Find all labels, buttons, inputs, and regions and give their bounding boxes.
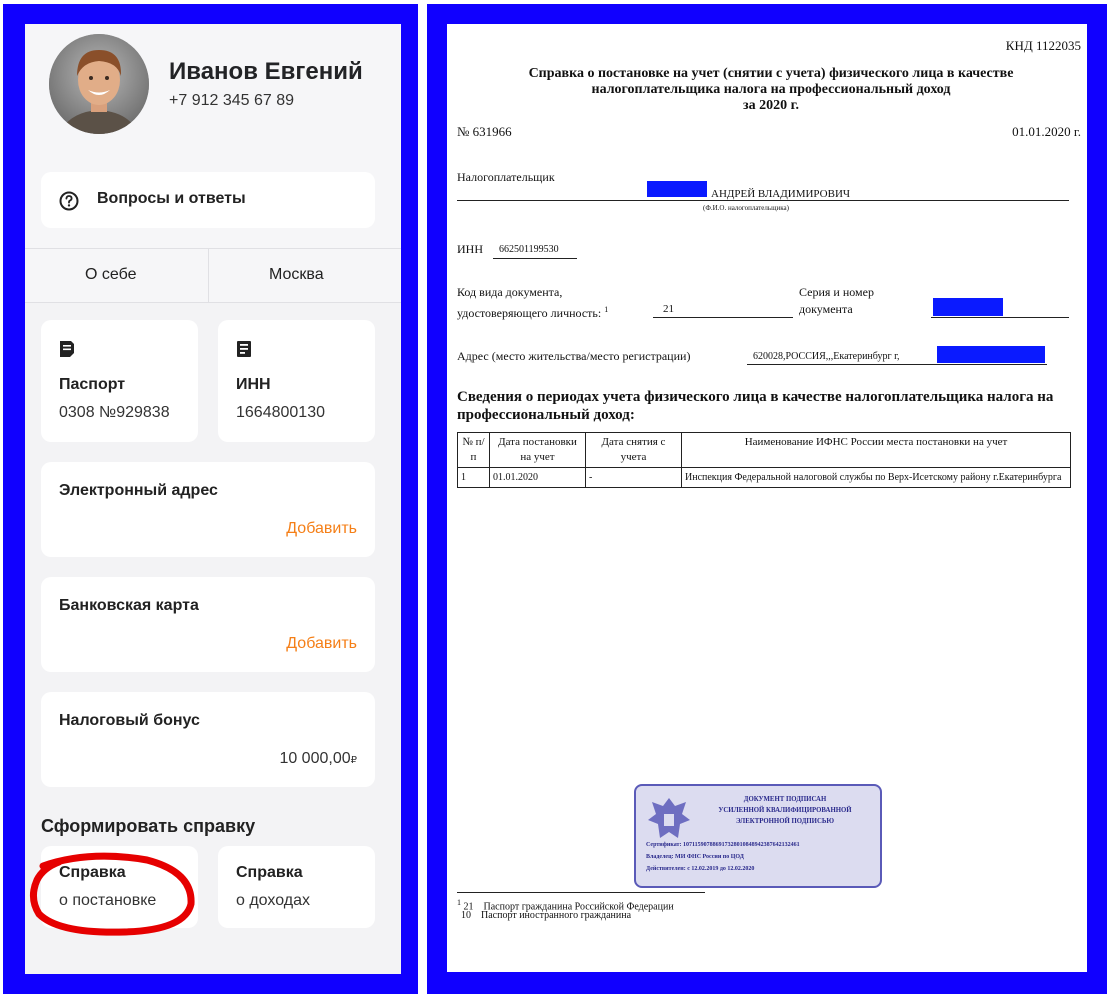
passport-card[interactable] xyxy=(41,320,198,442)
document-title xyxy=(471,66,1071,114)
footnote-text: Паспорт гражданина Российской Федерации xyxy=(483,901,674,913)
cert-subtitle: о доходах xyxy=(236,892,310,909)
tax-bonus-title: Налоговый бонус xyxy=(59,712,200,729)
about-button[interactable]: О себе xyxy=(85,266,137,283)
tax-certificate-document xyxy=(447,24,1087,972)
stamp-validity: Действителен: с 12.02.2019 до 12.02.2020 xyxy=(646,866,755,872)
tax-bonus-card[interactable] xyxy=(41,692,375,787)
email-title: Электронный адрес xyxy=(59,482,218,499)
question-icon xyxy=(59,191,79,211)
underline xyxy=(493,258,577,259)
document-date: 01.01.2020 г. xyxy=(1012,124,1081,139)
inn-card[interactable] xyxy=(218,320,375,442)
cert-subtitle: о постановке xyxy=(59,892,157,909)
eagle-emblem-icon xyxy=(642,792,696,846)
series-label-line2: документа xyxy=(799,302,853,316)
taxpayer-name: АНДРЕЙ ВЛАДИМИРОВИЧ xyxy=(711,188,851,200)
series-label-line1: Серия и номер xyxy=(799,285,874,299)
doc-kind-label-text: удостоверяющего личность: xyxy=(457,306,602,320)
header-number: № п/п xyxy=(458,433,490,468)
underline xyxy=(457,200,1069,201)
header-inspection-name: Наименование ИФНС России места постановки на учет xyxy=(682,433,1071,468)
passport-icon xyxy=(59,340,75,358)
inn-title: ИНН xyxy=(236,376,271,393)
redaction-surname xyxy=(647,181,707,197)
footnote-mark: 1 xyxy=(604,305,609,314)
doc-kind-label-line1: Код вида документа, xyxy=(457,285,563,299)
taxpayer-label: Налогоплательщик xyxy=(457,170,555,184)
table-header-row xyxy=(458,433,1071,468)
city-button[interactable]: Москва xyxy=(269,266,324,283)
underline xyxy=(747,364,1047,365)
inn-icon xyxy=(236,340,252,358)
inn-label: ИНН xyxy=(457,242,483,256)
passport-value: 0308 №929838 xyxy=(59,404,170,421)
cert-title: Справка xyxy=(236,864,303,881)
footnote-code: 10 xyxy=(461,910,471,921)
doc-kind-label-line2 xyxy=(457,301,608,322)
add-email-button[interactable]: Добавить xyxy=(286,520,357,537)
email-card xyxy=(41,462,375,557)
footnote-code: 21 xyxy=(463,901,474,913)
stamp-title xyxy=(700,794,870,827)
address-value: 620028,РОССИЯ,,,Екатеринбург г, xyxy=(753,351,900,362)
stamp-line-1: ДОКУМЕНТ ПОДПИСАН xyxy=(743,796,827,803)
bank-card-card xyxy=(41,577,375,672)
avatar-photo xyxy=(49,34,149,134)
cell-deregistration-date: - xyxy=(586,468,682,488)
doc-kind-label xyxy=(457,284,608,322)
bank-card-title: Банковская карта xyxy=(59,597,199,614)
title-year: за 2020 г. xyxy=(743,98,799,113)
cell-number: 1 xyxy=(458,468,490,488)
series-label xyxy=(799,284,874,318)
electronic-signature-stamp xyxy=(634,784,882,888)
stamp-owner: Владелец: МИ ФНС России по ЦОД xyxy=(646,854,744,860)
stamp-certificate: Сертификат: 107115907886917328010848942387642132461 xyxy=(646,842,800,848)
fio-caption: (Ф.И.О. налогоплательщика) xyxy=(703,204,789,212)
cert-title: Справка xyxy=(59,864,126,881)
divider xyxy=(208,249,209,302)
inn-value: 1664800130 xyxy=(236,404,325,421)
user-name: Иванов Евгений xyxy=(169,58,363,85)
doc-kind-value: 21 xyxy=(663,303,674,315)
footnote-2 xyxy=(461,910,631,921)
stamp-line-3: ЭЛЕКТРОННОЙ ПОДПИСЬЮ xyxy=(735,818,835,825)
table-row xyxy=(458,468,1071,488)
header-deregistration-date: Дата снятия с учета xyxy=(586,433,682,468)
registration-certificate-button[interactable] xyxy=(41,846,198,928)
address-label: Адрес (место жительства/место регистрации) xyxy=(457,349,691,363)
avatar[interactable] xyxy=(49,34,149,134)
profile-info-row xyxy=(25,248,401,303)
tax-bonus-value: 10 000,00 xyxy=(279,750,351,767)
currency-sign: ₽ xyxy=(350,755,357,766)
underline xyxy=(931,317,1069,318)
document-number: № 631966 xyxy=(457,124,512,139)
tax-bonus-amount xyxy=(279,750,357,768)
knd-code: КНД 1122035 xyxy=(1005,38,1081,53)
footnote-text: Паспорт иностранного гражданина xyxy=(481,910,632,921)
title-text: Справка о постановке на учет (снятии с учета) физического лица в качестве налогоплательщика налога на профессиональный доход xyxy=(528,66,1014,97)
passport-title: Паспорт xyxy=(59,376,126,393)
registration-periods-table xyxy=(457,432,1071,488)
redaction-doc-number xyxy=(933,298,1003,316)
cell-inspection-name: Инспекция Федеральной налоговой службы по Верх-Исетскому району г.Екатеринбурга xyxy=(682,468,1071,488)
faq-label: Вопросы и ответы xyxy=(97,190,246,207)
profile-screen xyxy=(25,24,401,974)
header-registration-date: Дата постановки на учет xyxy=(490,433,586,468)
stamp-line-2: УСИЛЕННОЙ КВАЛИФИЦИРОВАННОЙ xyxy=(718,807,852,814)
redaction-address xyxy=(937,346,1045,363)
underline xyxy=(653,317,793,318)
faq-button[interactable] xyxy=(41,172,375,228)
footnote-separator xyxy=(457,892,705,893)
certificates-section-title: Сформировать справку xyxy=(41,816,256,836)
footnote-mark: 1 xyxy=(457,898,461,907)
add-bank-card-button[interactable]: Добавить xyxy=(286,635,357,652)
periods-title: Сведения о периодах учета физического лица в качестве налогоплательщика налога на профессиональный доход: xyxy=(457,389,1054,423)
cell-registration-date: 01.01.2020 xyxy=(490,468,586,488)
user-phone: +7 912 345 67 89 xyxy=(169,92,295,109)
income-certificate-button[interactable] xyxy=(218,846,375,928)
inn-value: 662501199530 xyxy=(499,244,559,255)
